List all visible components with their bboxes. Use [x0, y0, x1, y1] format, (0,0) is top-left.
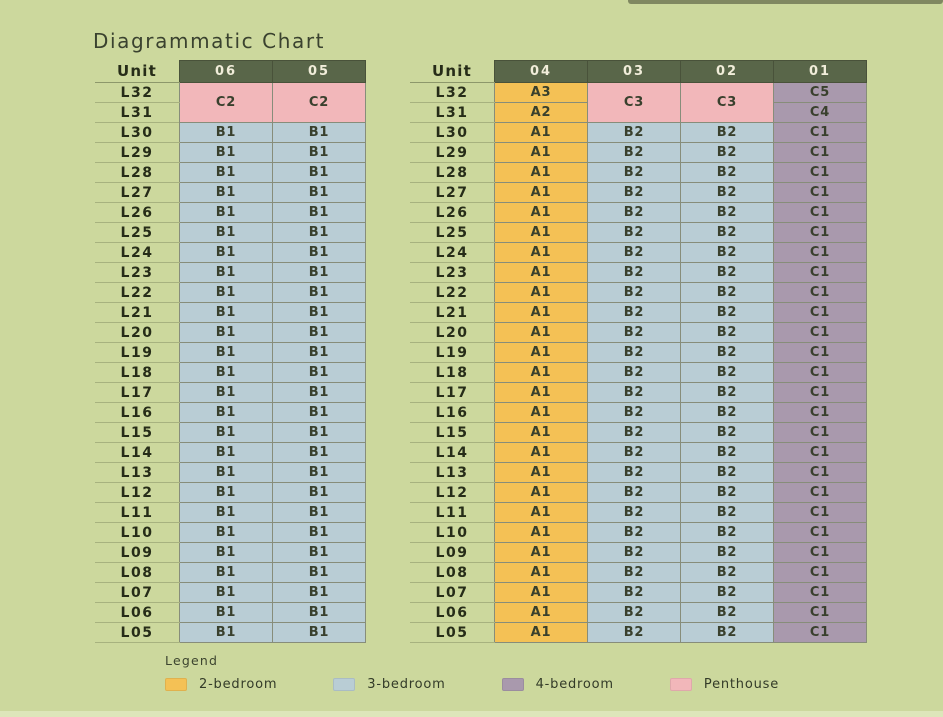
column-header-02: 02 — [681, 61, 774, 83]
unit-cell-02-L28: B2 — [681, 163, 774, 183]
floor-label: L07 — [410, 583, 495, 603]
unit-cell-04-L17: A1 — [495, 383, 588, 403]
unit-cell-03-L21: B2 — [588, 303, 681, 323]
scan-artifact-bottom — [0, 711, 943, 717]
unit-cell-06-L08: B1 — [180, 563, 273, 583]
unit-cell-01-L09: C1 — [774, 543, 867, 563]
unit-cell-06-L24: B1 — [180, 243, 273, 263]
unit-cell-02-L15: B2 — [681, 423, 774, 443]
unit-cell-03-L12: B2 — [588, 483, 681, 503]
floor-label: L13 — [95, 463, 180, 483]
unit-cell-05-L24: B1 — [273, 243, 366, 263]
unit-cell-06-L14: B1 — [180, 443, 273, 463]
unit-cell-01-L20: C1 — [774, 323, 867, 343]
unit-cell-02-L26: B2 — [681, 203, 774, 223]
unit-cell-05-L28: B1 — [273, 163, 366, 183]
unit-cell-06-L05: B1 — [180, 623, 273, 643]
unit-cell-04-L14: A1 — [495, 443, 588, 463]
unit-cell-01-L07: C1 — [774, 583, 867, 603]
floor-label: L14 — [410, 443, 495, 463]
unit-cell-02-L14: B2 — [681, 443, 774, 463]
unit-cell-01-L32: C5 — [774, 83, 867, 103]
floor-label: L14 — [95, 443, 180, 463]
unit-cell-06-L16: B1 — [180, 403, 273, 423]
unit-cell-06-L10: B1 — [180, 523, 273, 543]
unit-cell-03-L16: B2 — [588, 403, 681, 423]
unit-cell-05-L32: C2 — [273, 83, 366, 123]
unit-cell-04-L32: A3 — [495, 83, 588, 103]
unit-cell-05-L20: B1 — [273, 323, 366, 343]
floor-label: L27 — [95, 183, 180, 203]
unit-cell-02-L24: B2 — [681, 243, 774, 263]
unit-cell-06-L15: B1 — [180, 423, 273, 443]
unit-cell-03-L26: B2 — [588, 203, 681, 223]
unit-cell-05-L17: B1 — [273, 383, 366, 403]
unit-cell-05-L30: B1 — [273, 123, 366, 143]
unit-cell-01-L18: C1 — [774, 363, 867, 383]
unit-cell-01-L25: C1 — [774, 223, 867, 243]
unit-cell-06-L17: B1 — [180, 383, 273, 403]
unit-cell-04-L25: A1 — [495, 223, 588, 243]
unit-cell-02-L11: B2 — [681, 503, 774, 523]
unit-cell-05-L25: B1 — [273, 223, 366, 243]
unit-cell-02-L09: B2 — [681, 543, 774, 563]
unit-cell-06-L20: B1 — [180, 323, 273, 343]
floor-label: L24 — [95, 243, 180, 263]
unit-cell-01-L31: C4 — [774, 103, 867, 123]
unit-cell-06-L12: B1 — [180, 483, 273, 503]
unit-cell-06-L28: B1 — [180, 163, 273, 183]
unit-cell-05-L12: B1 — [273, 483, 366, 503]
unit-cell-03-L28: B2 — [588, 163, 681, 183]
unit-cell-04-L08: A1 — [495, 563, 588, 583]
unit-cell-01-L26: C1 — [774, 203, 867, 223]
unit-cell-02-L13: B2 — [681, 463, 774, 483]
unit-cell-02-L05: B2 — [681, 623, 774, 643]
floor-label: L32 — [410, 83, 495, 103]
unit-cell-06-L18: B1 — [180, 363, 273, 383]
floor-label: L21 — [95, 303, 180, 323]
unit-cell-02-L21: B2 — [681, 303, 774, 323]
floor-label: L25 — [410, 223, 495, 243]
unit-cell-03-L10: B2 — [588, 523, 681, 543]
floor-label: L28 — [95, 163, 180, 183]
floor-label: L05 — [410, 623, 495, 643]
unit-cell-04-L10: A1 — [495, 523, 588, 543]
unit-cell-03-L14: B2 — [588, 443, 681, 463]
floor-label: L21 — [410, 303, 495, 323]
legend-items — [165, 677, 779, 692]
unit-cell-01-L15: C1 — [774, 423, 867, 443]
unit-cell-04-L11: A1 — [495, 503, 588, 523]
unit-cell-02-L19: B2 — [681, 343, 774, 363]
unit-cell-03-L32: C3 — [588, 83, 681, 123]
unit-header-label: Unit — [410, 61, 495, 83]
floor-label: L13 — [410, 463, 495, 483]
unit-cell-01-L06: C1 — [774, 603, 867, 623]
penthouse-swatch — [670, 678, 692, 691]
legend — [165, 653, 779, 692]
four-bedroom-swatch — [502, 678, 524, 691]
floor-label: L11 — [95, 503, 180, 523]
unit-cell-04-L20: A1 — [495, 323, 588, 343]
floor-label: L09 — [410, 543, 495, 563]
unit-cell-02-L16: B2 — [681, 403, 774, 423]
unit-cell-06-L21: B1 — [180, 303, 273, 323]
unit-cell-06-L06: B1 — [180, 603, 273, 623]
unit-cell-05-L14: B1 — [273, 443, 366, 463]
floor-label: L28 — [410, 163, 495, 183]
unit-cell-03-L20: B2 — [588, 323, 681, 343]
unit-cell-02-L30: B2 — [681, 123, 774, 143]
floor-label: L09 — [95, 543, 180, 563]
unit-cell-01-L10: C1 — [774, 523, 867, 543]
floor-label: L31 — [95, 103, 180, 123]
floor-label: L19 — [410, 343, 495, 363]
unit-cell-02-L17: B2 — [681, 383, 774, 403]
legend-item — [502, 677, 614, 692]
stacking-table-units-04-01 — [410, 60, 867, 643]
unit-cell-02-L10: B2 — [681, 523, 774, 543]
unit-cell-03-L25: B2 — [588, 223, 681, 243]
floor-label: L11 — [410, 503, 495, 523]
unit-cell-05-L10: B1 — [273, 523, 366, 543]
unit-cell-01-L21: C1 — [774, 303, 867, 323]
unit-cell-03-L23: B2 — [588, 263, 681, 283]
unit-cell-05-L27: B1 — [273, 183, 366, 203]
unit-cell-01-L16: C1 — [774, 403, 867, 423]
legend-item — [165, 677, 277, 692]
unit-cell-02-L07: B2 — [681, 583, 774, 603]
unit-cell-05-L05: B1 — [273, 623, 366, 643]
unit-cell-06-L30: B1 — [180, 123, 273, 143]
unit-cell-05-L15: B1 — [273, 423, 366, 443]
unit-cell-06-L19: B1 — [180, 343, 273, 363]
unit-cell-01-L11: C1 — [774, 503, 867, 523]
unit-cell-04-L19: A1 — [495, 343, 588, 363]
unit-cell-04-L22: A1 — [495, 283, 588, 303]
unit-cell-03-L29: B2 — [588, 143, 681, 163]
unit-cell-06-L07: B1 — [180, 583, 273, 603]
unit-cell-02-L27: B2 — [681, 183, 774, 203]
unit-cell-01-L30: C1 — [774, 123, 867, 143]
unit-cell-03-L27: B2 — [588, 183, 681, 203]
unit-cell-01-L14: C1 — [774, 443, 867, 463]
unit-cell-05-L13: B1 — [273, 463, 366, 483]
floor-label: L12 — [410, 483, 495, 503]
unit-cell-06-L32: C2 — [180, 83, 273, 123]
unit-cell-04-L31: A2 — [495, 103, 588, 123]
unit-cell-06-L22: B1 — [180, 283, 273, 303]
unit-cell-04-L24: A1 — [495, 243, 588, 263]
unit-cell-01-L12: C1 — [774, 483, 867, 503]
unit-cell-06-L27: B1 — [180, 183, 273, 203]
three-bedroom-swatch — [333, 678, 355, 691]
floor-label: L18 — [95, 363, 180, 383]
legend-label: 3-bedroom — [367, 677, 446, 692]
floor-label: L30 — [95, 123, 180, 143]
floor-label: L17 — [95, 383, 180, 403]
unit-cell-01-L13: C1 — [774, 463, 867, 483]
column-header-06: 06 — [180, 61, 273, 83]
unit-cell-03-L07: B2 — [588, 583, 681, 603]
unit-header-label: Unit — [95, 61, 180, 83]
unit-cell-04-L18: A1 — [495, 363, 588, 383]
legend-label: Penthouse — [703, 677, 780, 692]
floor-label: L06 — [410, 603, 495, 623]
unit-cell-02-L06: B2 — [681, 603, 774, 623]
floor-label: L10 — [95, 523, 180, 543]
unit-cell-01-L17: C1 — [774, 383, 867, 403]
unit-cell-05-L07: B1 — [273, 583, 366, 603]
floor-label: L32 — [95, 83, 180, 103]
unit-cell-05-L19: B1 — [273, 343, 366, 363]
unit-cell-01-L29: C1 — [774, 143, 867, 163]
unit-cell-03-L15: B2 — [588, 423, 681, 443]
floor-label: L20 — [410, 323, 495, 343]
unit-cell-05-L22: B1 — [273, 283, 366, 303]
unit-cell-05-L23: B1 — [273, 263, 366, 283]
unit-cell-02-L18: B2 — [681, 363, 774, 383]
unit-cell-04-L05: A1 — [495, 623, 588, 643]
unit-cell-04-L28: A1 — [495, 163, 588, 183]
unit-cell-04-L27: A1 — [495, 183, 588, 203]
unit-cell-04-L16: A1 — [495, 403, 588, 423]
unit-cell-06-L29: B1 — [180, 143, 273, 163]
legend-label: 4-bedroom — [535, 677, 614, 692]
legend-item — [333, 677, 445, 692]
unit-cell-03-L22: B2 — [588, 283, 681, 303]
unit-cell-04-L23: A1 — [495, 263, 588, 283]
floor-label: L22 — [410, 283, 495, 303]
floor-label: L15 — [95, 423, 180, 443]
unit-cell-02-L08: B2 — [681, 563, 774, 583]
unit-cell-04-L12: A1 — [495, 483, 588, 503]
unit-cell-04-L30: A1 — [495, 123, 588, 143]
floor-label: L30 — [410, 123, 495, 143]
unit-cell-06-L13: B1 — [180, 463, 273, 483]
unit-cell-04-L06: A1 — [495, 603, 588, 623]
unit-cell-06-L26: B1 — [180, 203, 273, 223]
unit-cell-03-L19: B2 — [588, 343, 681, 363]
unit-cell-03-L18: B2 — [588, 363, 681, 383]
unit-cell-06-L11: B1 — [180, 503, 273, 523]
floor-label: L16 — [410, 403, 495, 423]
floor-label: L22 — [95, 283, 180, 303]
unit-cell-04-L09: A1 — [495, 543, 588, 563]
floor-label: L17 — [410, 383, 495, 403]
legend-label: 2-bedroom — [199, 677, 278, 692]
unit-cell-01-L05: C1 — [774, 623, 867, 643]
unit-cell-05-L11: B1 — [273, 503, 366, 523]
floor-label: L07 — [95, 583, 180, 603]
unit-cell-03-L13: B2 — [588, 463, 681, 483]
column-header-03: 03 — [588, 61, 681, 83]
unit-cell-05-L29: B1 — [273, 143, 366, 163]
floor-label: L08 — [410, 563, 495, 583]
floor-label: L31 — [410, 103, 495, 123]
unit-cell-04-L26: A1 — [495, 203, 588, 223]
unit-cell-03-L09: B2 — [588, 543, 681, 563]
scan-artifact-top — [628, 0, 943, 4]
unit-cell-02-L22: B2 — [681, 283, 774, 303]
floor-label: L23 — [410, 263, 495, 283]
unit-cell-01-L23: C1 — [774, 263, 867, 283]
unit-cell-01-L24: C1 — [774, 243, 867, 263]
floor-label: L24 — [410, 243, 495, 263]
unit-cell-03-L24: B2 — [588, 243, 681, 263]
floor-label: L08 — [95, 563, 180, 583]
page-title: Diagrammatic Chart — [93, 29, 326, 53]
unit-cell-05-L16: B1 — [273, 403, 366, 423]
unit-cell-02-L12: B2 — [681, 483, 774, 503]
unit-cell-04-L07: A1 — [495, 583, 588, 603]
floor-label: L12 — [95, 483, 180, 503]
unit-cell-03-L17: B2 — [588, 383, 681, 403]
unit-cell-03-L30: B2 — [588, 123, 681, 143]
unit-cell-05-L26: B1 — [273, 203, 366, 223]
floor-label: L23 — [95, 263, 180, 283]
floor-label: L26 — [410, 203, 495, 223]
column-header-05: 05 — [273, 61, 366, 83]
floor-label: L16 — [95, 403, 180, 423]
floor-label: L29 — [95, 143, 180, 163]
column-header-01: 01 — [774, 61, 867, 83]
unit-cell-05-L08: B1 — [273, 563, 366, 583]
unit-cell-01-L28: C1 — [774, 163, 867, 183]
unit-cell-04-L29: A1 — [495, 143, 588, 163]
floor-label: L18 — [410, 363, 495, 383]
floor-label: L10 — [410, 523, 495, 543]
floor-label: L29 — [410, 143, 495, 163]
floor-label: L27 — [410, 183, 495, 203]
floor-label: L06 — [95, 603, 180, 623]
unit-cell-03-L11: B2 — [588, 503, 681, 523]
unit-cell-06-L09: B1 — [180, 543, 273, 563]
floor-label: L05 — [95, 623, 180, 643]
unit-cell-01-L27: C1 — [774, 183, 867, 203]
unit-cell-04-L21: A1 — [495, 303, 588, 323]
unit-cell-02-L25: B2 — [681, 223, 774, 243]
unit-cell-03-L06: B2 — [588, 603, 681, 623]
column-header-04: 04 — [495, 61, 588, 83]
unit-cell-05-L18: B1 — [273, 363, 366, 383]
unit-cell-06-L23: B1 — [180, 263, 273, 283]
floor-label: L15 — [410, 423, 495, 443]
unit-cell-02-L23: B2 — [681, 263, 774, 283]
unit-cell-02-L29: B2 — [681, 143, 774, 163]
unit-cell-05-L06: B1 — [273, 603, 366, 623]
unit-cell-03-L08: B2 — [588, 563, 681, 583]
legend-item — [670, 677, 779, 692]
unit-cell-04-L13: A1 — [495, 463, 588, 483]
floor-label: L20 — [95, 323, 180, 343]
unit-cell-06-L25: B1 — [180, 223, 273, 243]
floor-label: L26 — [95, 203, 180, 223]
stacking-table-units-06-05 — [95, 60, 366, 643]
floor-label: L25 — [95, 223, 180, 243]
two-bedroom-swatch — [165, 678, 187, 691]
unit-cell-01-L08: C1 — [774, 563, 867, 583]
unit-cell-01-L19: C1 — [774, 343, 867, 363]
unit-cell-05-L21: B1 — [273, 303, 366, 323]
unit-cell-03-L05: B2 — [588, 623, 681, 643]
unit-cell-01-L22: C1 — [774, 283, 867, 303]
unit-cell-02-L32: C3 — [681, 83, 774, 123]
unit-cell-02-L20: B2 — [681, 323, 774, 343]
floor-label: L19 — [95, 343, 180, 363]
unit-cell-04-L15: A1 — [495, 423, 588, 443]
unit-cell-05-L09: B1 — [273, 543, 366, 563]
legend-title: Legend — [165, 653, 219, 668]
